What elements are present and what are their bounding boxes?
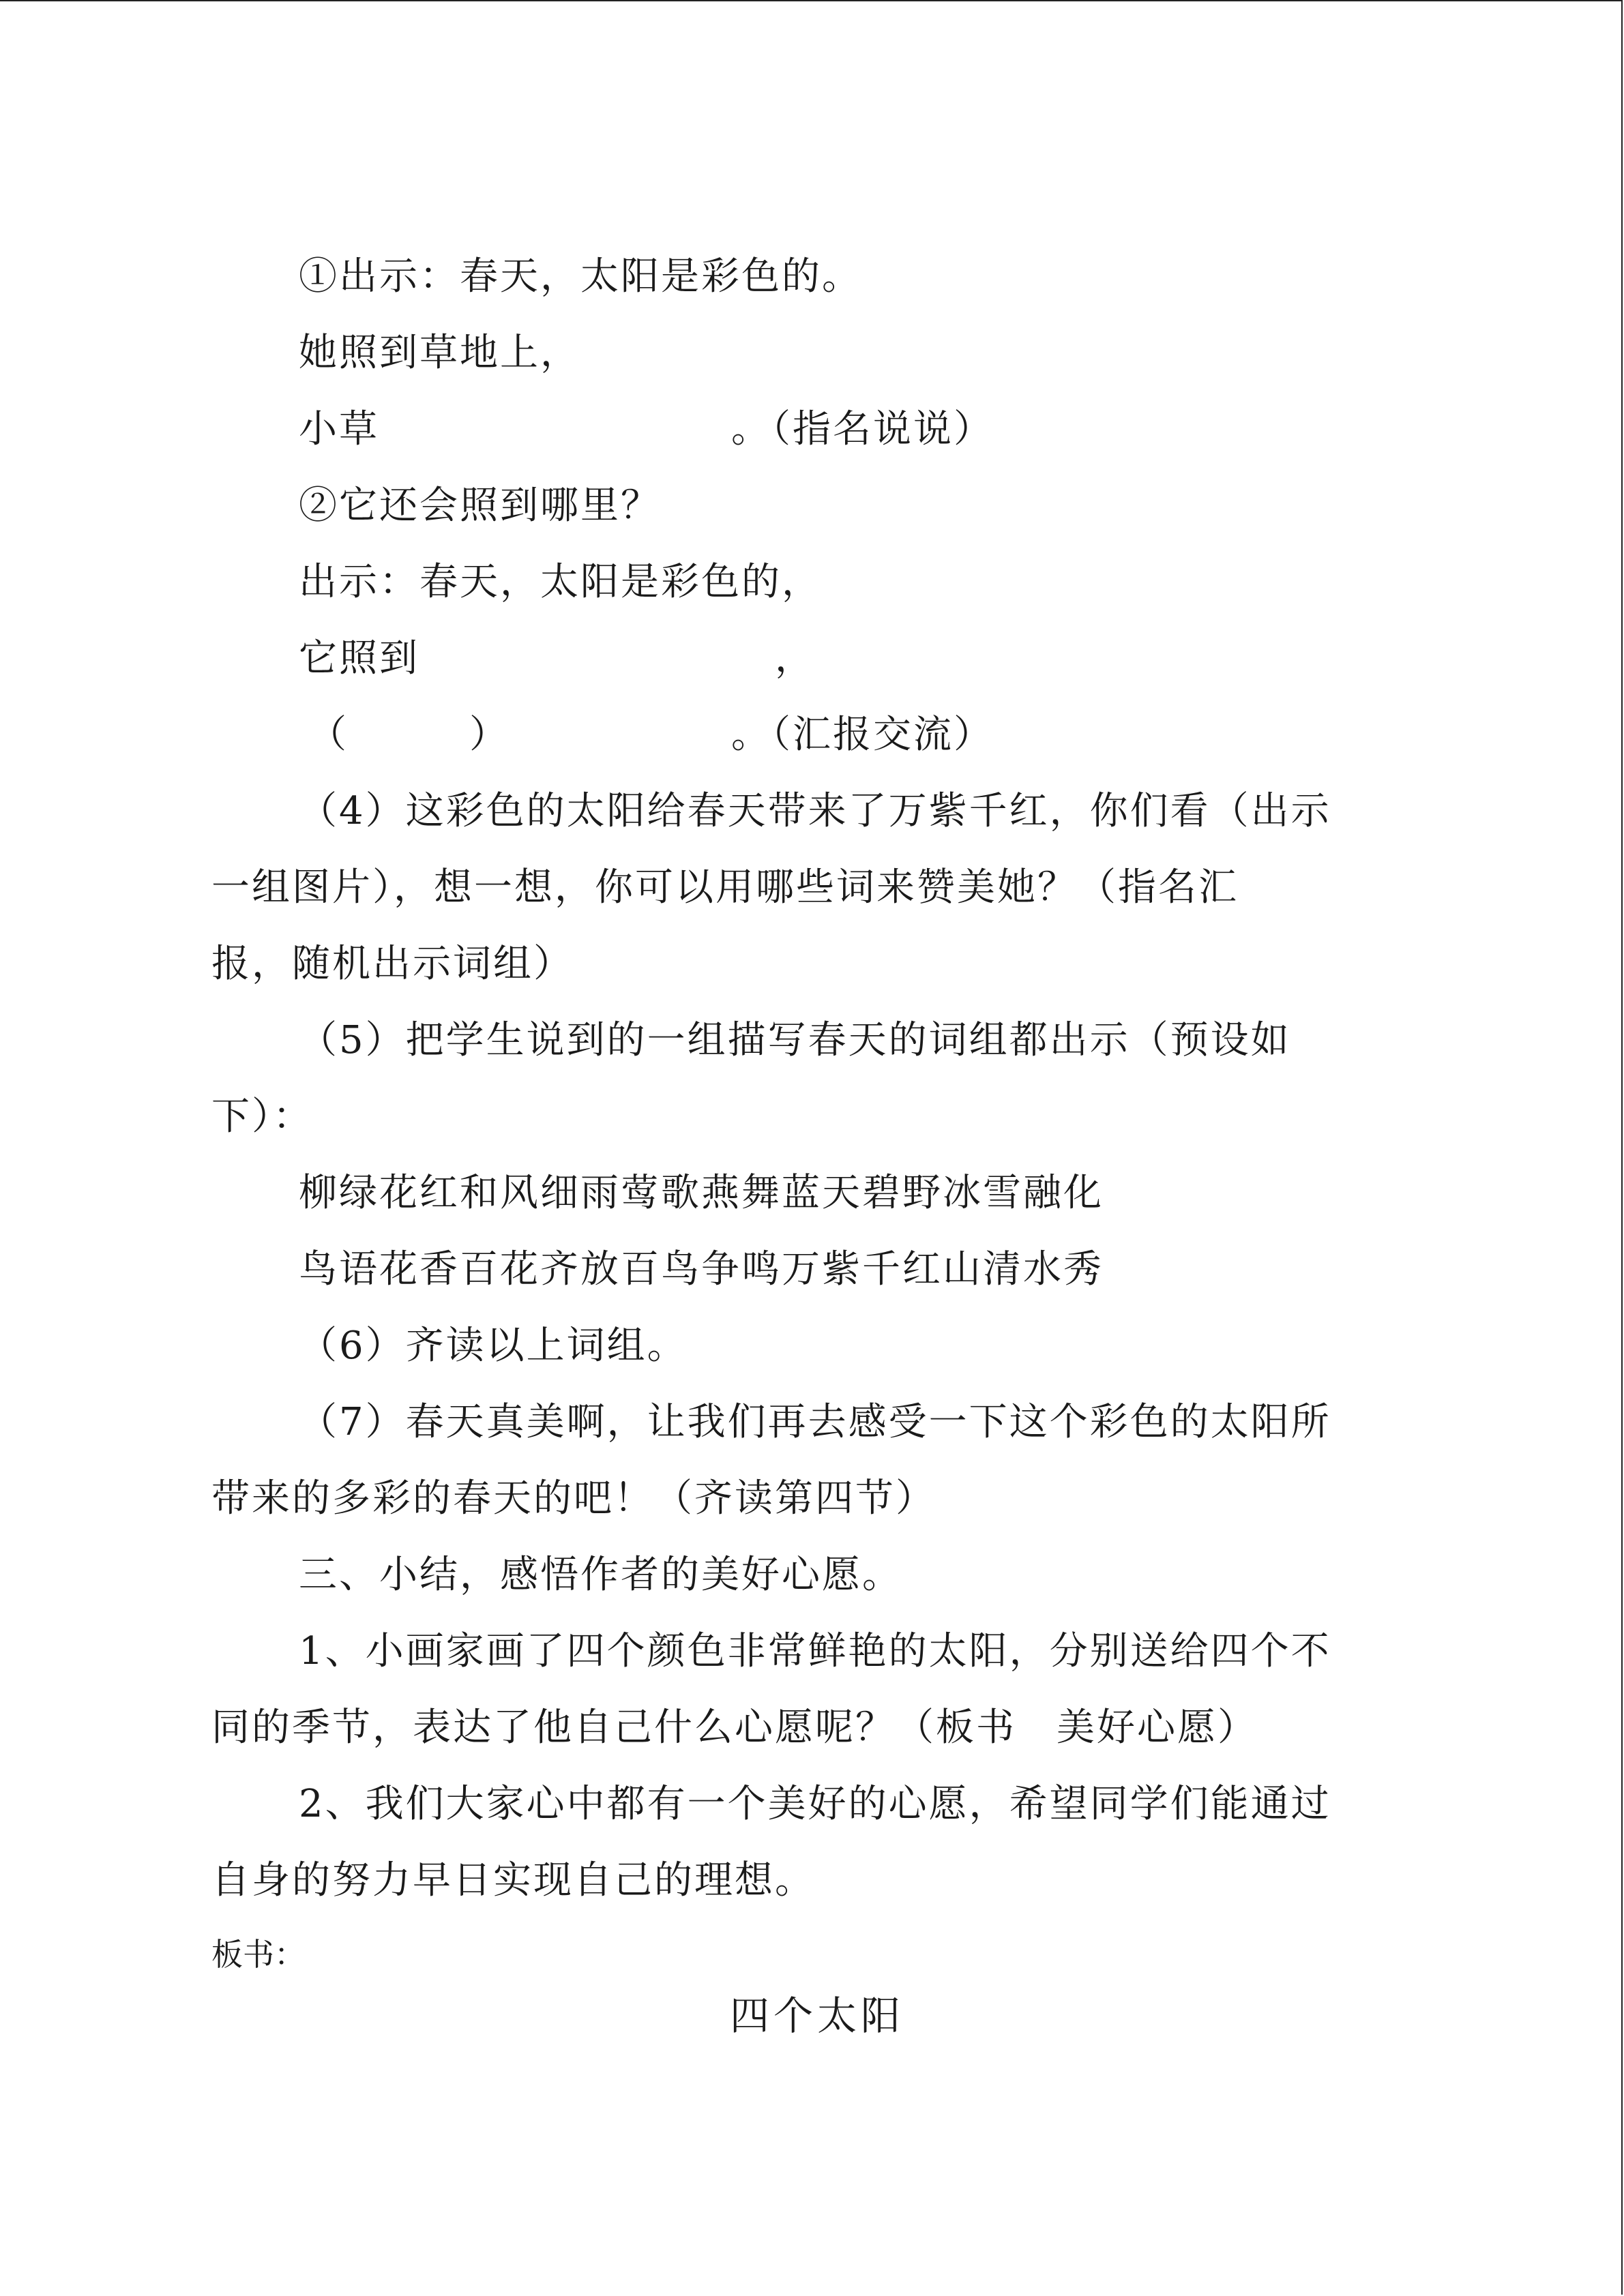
board-label: 板书： <box>211 1936 306 1973</box>
text-line: 小草 <box>299 407 379 451</box>
text-line: 报，随机出示词组） <box>211 942 574 986</box>
text-line: 她照到草地上， <box>299 331 580 375</box>
text-line: ②它还会照到哪里？ <box>299 483 661 528</box>
text-line: 2、我们大家心中都有一个美好的心愿，希望同学们能通过 <box>299 1782 1331 1826</box>
text-line: （4）这彩色的太阳给春天带来了万紫千红，你们看（出示 <box>299 789 1331 833</box>
text-line: 下）： <box>211 1094 313 1139</box>
text-line: （5）把学生说到的一组描写春天的词组都出示（预设如 <box>299 1018 1291 1062</box>
text-line: ， <box>775 636 815 681</box>
text-line: 一组图片），想一想，你可以用哪些词来赞美她？（指名汇 <box>211 865 1239 910</box>
text-line: 1、小画家画了四个颜色非常鲜艳的太阳，分别送给四个不 <box>299 1629 1331 1673</box>
text-line: 出示：春天，太阳是彩色的， <box>299 560 822 604</box>
text-line: （6）齐读以上词组。 <box>299 1324 688 1368</box>
text-line: 同的季节，表达了他自己什么心愿呢？（板书 美好心愿） <box>211 1705 1258 1750</box>
text-line: （ <box>308 713 349 757</box>
text-line: 。（指名说说） <box>731 407 994 451</box>
text-line: ） <box>469 713 510 757</box>
text-line: 带来的多彩的春天的吧！（齐读第四节） <box>211 1476 936 1521</box>
text-line: 。（汇报交流） <box>731 713 994 757</box>
board-title: 四个太阳 <box>730 1993 905 2039</box>
text-line: 它照到 <box>299 636 419 681</box>
text-line: ①出示：春天，太阳是彩色的。 <box>299 254 862 299</box>
text-line: （7）春天真美啊，让我们再去感受一下这个彩色的太阳所 <box>299 1400 1331 1444</box>
text-line: 柳绿花红和风细雨莺歌燕舞蓝天碧野冰雪融化 <box>299 1171 1104 1215</box>
text-line: 三、小结，感悟作者的美好心愿。 <box>299 1553 902 1597</box>
text-line: 鸟语花香百花齐放百鸟争鸣万紫千红山清水秀 <box>299 1247 1104 1292</box>
text-line: 自身的努力早日实现自己的理想。 <box>211 1858 815 1903</box>
